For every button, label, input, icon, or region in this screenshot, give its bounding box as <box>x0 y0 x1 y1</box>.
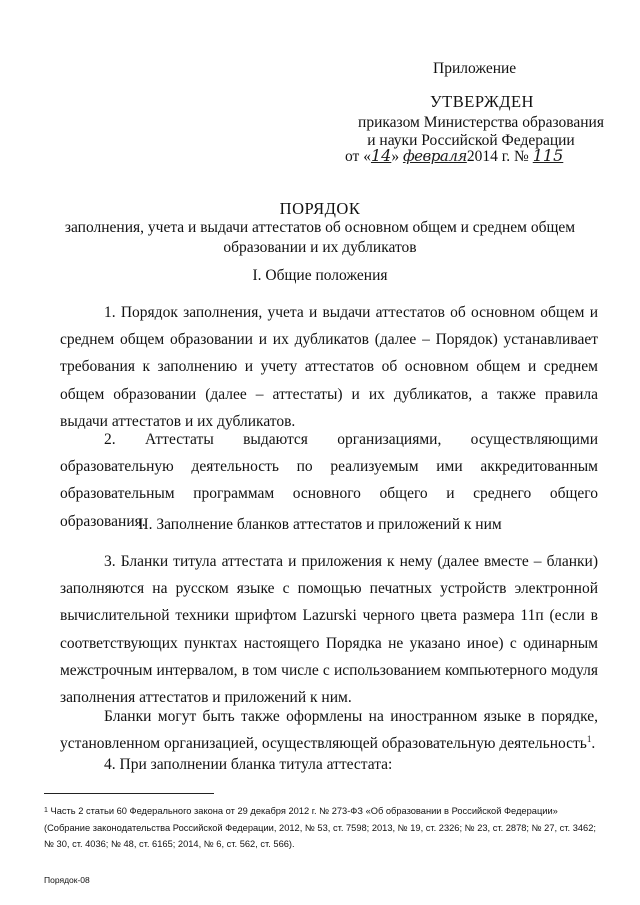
order-mid: » <box>391 148 400 165</box>
document-title: ПОРЯДОК <box>279 199 361 218</box>
paragraph-4-text: Бланки могут быть также оформлены на иностранном языке в порядке, установленном организацией, осуществляющей образовательную деятельность <box>60 708 598 753</box>
paragraph-3: 3. Бланки титула аттестата и приложения к нему (далее вместе – бланки) заполняются на русском языке с помощью печатных устройств электронной вычислительной техники шрифтом Lazurski черного цвета размера 11п (если в соответствующих пунктах настоящего Порядка не указано иное) с одинарным межстрочным интервалом, в том числе с использованием компьютерного модуля заполнения аттестатов и приложений к ним. <box>60 553 598 707</box>
approved-line-2: и науки Российской Федерации <box>367 132 575 149</box>
approved-line-1: приказом Министерства образования <box>358 114 604 131</box>
order-prefix: от « <box>345 148 371 165</box>
document-subtitle: заполнения, учета и выдачи аттестатов об основном общем и среднем общем образовании и их дубликатов <box>64 219 576 256</box>
footnote <box>44 803 600 853</box>
paragraph-4 <box>60 703 598 757</box>
appendix-label: Приложение <box>433 60 517 77</box>
section-heading-2: II. Заполнение бланков аттестатов и приложений к ним <box>138 516 502 533</box>
footnote-rule <box>44 793 214 794</box>
order-date-line <box>345 146 563 166</box>
section-heading-1: I. Общие положения <box>252 267 388 284</box>
paragraph-5: 4. При заполнении бланка титула аттестата: <box>104 756 393 773</box>
footnote-mark: 1 <box>44 807 48 814</box>
order-year: 2014 г. № <box>466 148 529 165</box>
approved-title: УТВЕРЖДЕН <box>430 92 534 111</box>
footnote-reference: 1 <box>586 734 592 745</box>
order-month: февраля <box>402 147 467 165</box>
footnote-text: Часть 2 статьи 60 Федерального закона от 29 декабря 2012 г. № 273-ФЗ «Об образовании в Российской Федерации» (Собрание законодательства Российской Федерации, 2012, № 53, ст. 7598; 2013, № 19, ст. 2326; № 23, ст. 2878; № 27, ст. 3462; № 30, ст. 4036; № 48, ст. 6165; 2014, № 6, ст. 562, ст. 566). <box>44 806 596 849</box>
order-day: 14 <box>370 146 392 165</box>
paragraph-1: 1. Порядок заполнения, учета и выдачи аттестатов об основном общем и среднем общем образовании и их дубликатов (далее – Порядок) устанавливает требования к заполнению и учету аттестатов об основном общем и среднем общем образовании (далее – аттестаты) и их дубликатов, а также правила выдачи аттестатов и их дубликатов. <box>60 304 598 430</box>
paragraph-2: 2. Аттестаты выдаются организациями, осуществляющими образовательную деятельность по реализуемым ими аккредитованным образовательным программам основного общего и среднего общего образования. <box>60 431 598 530</box>
paragraph-4-end: . <box>591 735 596 753</box>
footer-code: Порядок-08 <box>44 875 90 885</box>
order-number: 115 <box>532 146 564 165</box>
